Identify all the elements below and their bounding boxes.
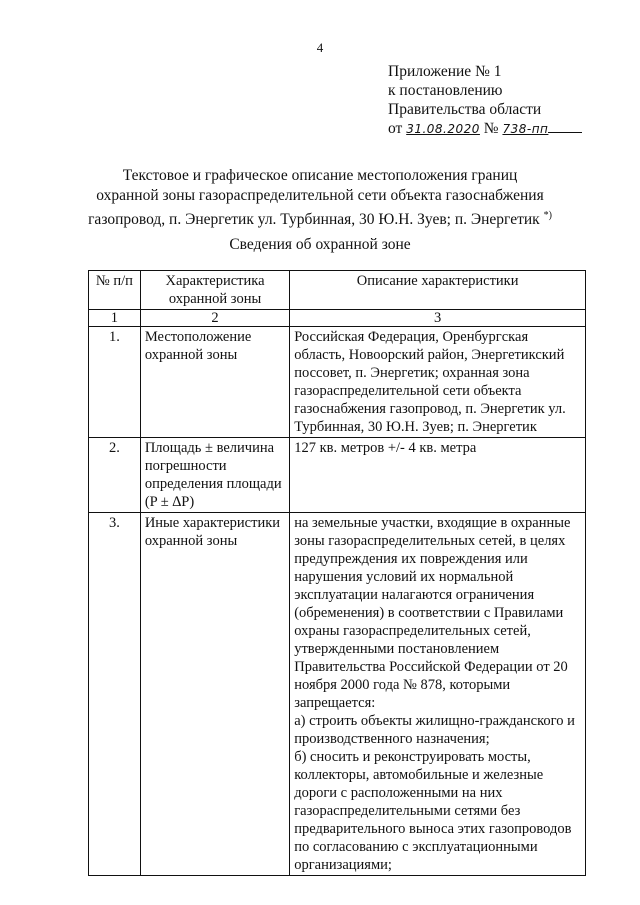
title-line-3: газопровод, п. Энергетик ул. Турбинная, 30 Ю.Н. Зуев; п. Энергетик *) [88, 210, 552, 229]
zone-info-table [88, 270, 586, 876]
appendix-block [388, 62, 582, 139]
row-characteristic: Иные характеристики охранной зоны [140, 513, 289, 876]
column-number: 3 [290, 310, 586, 327]
header-number: № п/п [89, 271, 141, 310]
header-characteristic: Характеристика охранной зоны [140, 271, 289, 310]
date-prefix: от [388, 120, 403, 137]
column-number: 2 [140, 310, 289, 327]
table-header-row [89, 271, 586, 310]
row-description: Российская Федерация, Оренбургская область, Новоорский район, Энергетикский поссовет, п. Энергетик; охранная зона газораспределительной сети объекта газоснабжения газопровод, п. Энергетик ул. Турбинная, 30 Ю.Н. Зуев; п. Энергетик [290, 327, 586, 438]
row-number: 3. [89, 513, 141, 876]
column-number-row [89, 310, 586, 327]
row-characteristic: Местоположение охранной зоны [140, 327, 289, 438]
handwritten-date: 31.08.2020 [406, 122, 480, 136]
appendix-date-line [388, 119, 582, 139]
row-number: 2. [89, 438, 141, 513]
restriction-item-a: а) строить объекты жилищно-гражданского и производственного назначения; [294, 713, 575, 747]
footnote-mark: *) [543, 210, 552, 221]
row-characteristic: Площадь ± величина погрешности определения площади (P ± ∆P) [140, 438, 289, 513]
handwritten-number: 738-пп [502, 122, 549, 136]
page-number: 4 [316, 40, 324, 55]
appendix-line-1: Приложение № 1 [388, 63, 502, 80]
table-row [89, 438, 586, 513]
table-row [89, 513, 586, 876]
restriction-item-b: б) сносить и реконструировать мосты, коллекторы, автомобильные и железные дороги с расположенными на них газораспределительными сетями без предварительного выноса этих газопроводов по согласованию с эксплуатационными организациями; [294, 749, 572, 873]
section-subtitle: Сведения об охранной зоне [229, 236, 411, 253]
header-description: Описание характеристики [290, 271, 586, 310]
row-description [290, 513, 586, 876]
title-line-1: Текстовое и графическое описание местоположения границ [122, 167, 518, 184]
appendix-line-3: Правительства области [388, 101, 542, 118]
column-number: 1 [89, 310, 141, 327]
restrictions-intro: на земельные участки, входящие в охранные зоны газораспределительных сетей, в целях предупреждения их повреждения или нарушения условий их нормальной эксплуатации налагаются ограничения (обременения) в соответствии с Правилами охраны газораспределительных сетей, утвержденными постановлением Правительства Российской Федерации от 20 ноября 2000 года № 878, которыми запрещается: [294, 515, 571, 711]
row-description: 127 кв. метров +/- 4 кв. метра [290, 438, 586, 513]
table-row [89, 327, 586, 438]
row-number: 1. [89, 327, 141, 438]
title-line-2: охранной зоны газораспределительной сети объекта газоснабжения [96, 187, 544, 204]
appendix-line-2: к постановлению [388, 82, 503, 99]
number-prefix: № [483, 120, 499, 137]
document-title [0, 166, 640, 230]
